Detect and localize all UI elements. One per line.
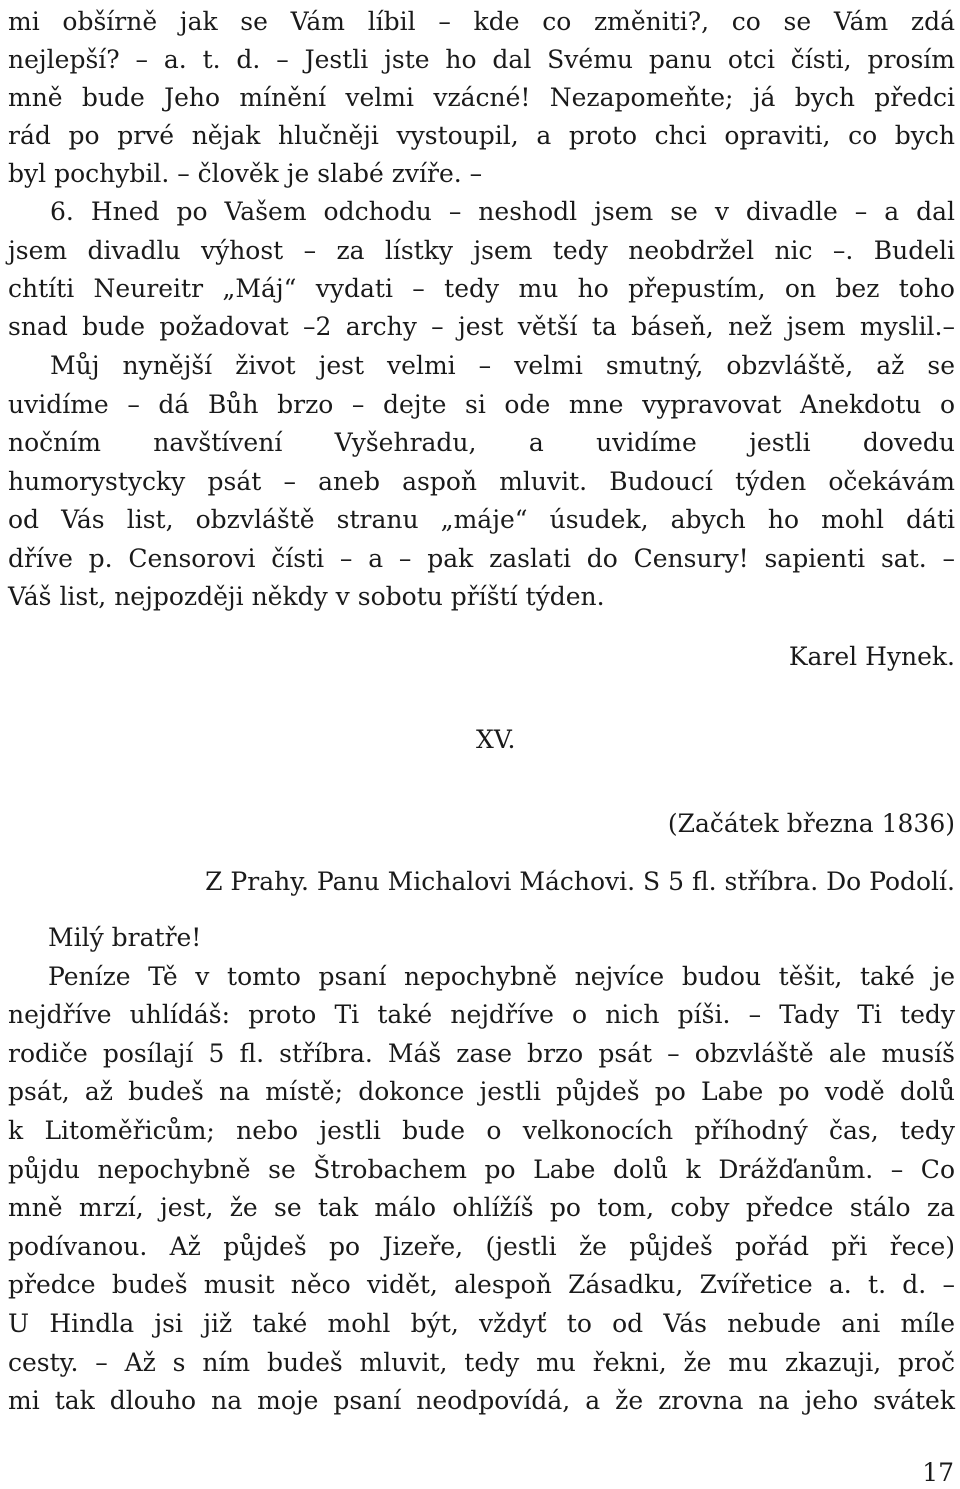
text-line: Peníze Tě v tomto psaní nepochybně nejvíce budou těšit, také je	[48, 962, 955, 991]
text-line: psát, až budeš na místě; dokonce jestli půjdeš po Labe po vodě dolů	[8, 1077, 955, 1106]
letter-number: XV.	[476, 725, 516, 754]
text-line: nejdříve uhlídáš: proto Ti také nejdříve o nich píši. – Tady Ti tedy	[8, 1000, 955, 1029]
text-line: nočním navštívení Vyšehradu, a uvidíme jestli dovedu	[8, 428, 955, 457]
text-line: chtíti Neureitr „Máj“ vydati – tedy mu ho přepustím, on bez toho	[8, 274, 955, 303]
text-line: Váš list, nejpozději někdy v sobotu příští týden.	[8, 582, 605, 611]
text-line: mi tak dlouho na moje psaní neodpovídá, a že zrovna na jeho svátek	[8, 1386, 955, 1415]
text-line: mně mrzí, jest, že se tak málo ohlížíš po tom, coby předce stálo za	[8, 1193, 955, 1222]
text-line: snad bude požadovat –2 archy – jest větší ta báseň, než jsem myslil.–	[8, 312, 955, 341]
text-line: rodiče posílají 5 fl. stříbra. Máš zase brzo psát – obzvláště ale musíš	[8, 1039, 955, 1068]
address-line: Z Prahy. Panu Michalovi Máchovi. S 5 fl. stříbra. Do Podolí.	[205, 867, 955, 896]
salutation: Milý bratře!	[48, 923, 202, 952]
text-line: předce budeš musit něco vidět, alespoň Zásadku, Zvířetice a. t. d. –	[8, 1270, 955, 1299]
text-line: dříve p. Censorovi čísti – a – pak zaslati do Censury! sapienti sat. –	[8, 544, 955, 573]
text-line: 6. Hned po Vašem odchodu – neshodl jsem se v divadle – a dal	[50, 197, 955, 226]
text-line: Můj nynější život jest velmi – velmi smutný, obzvláště, až se	[50, 351, 955, 380]
text-line: U Hindla jsi již také mohl být, vždyť to od Vás nebude ani míle	[8, 1309, 955, 1338]
text-line: jsem divadlu výhost – za lístky jsem tedy neobdržel nic –. Budeli	[8, 236, 955, 265]
text-line: od Vás list, obzvláště stranu „máje“ úsudek, abych ho mohl dáti	[8, 505, 955, 534]
date-line: (Začátek března 1836)	[667, 809, 955, 838]
text-line: rád po prvé nějak hlučněji vystoupil, a proto chci opraviti, co bych	[8, 121, 955, 150]
text-line: cesty. – Až s ním budeš mluvit, tedy mu řekni, že mu zkazuji, proč	[8, 1348, 955, 1377]
text-line: nejlepší? – a. t. d. – Jestli jste ho dal Svému panu otci čísti, prosím	[8, 45, 955, 74]
text-line: podívanou. Až půjdeš po Jizeře, (jestli že půjdeš pořád při řece)	[8, 1232, 955, 1261]
page-number: 17	[922, 1458, 954, 1487]
text-line: byl pochybil. – člověk je slabé zvíře. –	[8, 159, 483, 188]
text-line: půjdu nepochybně se Štrobachem po Labe dolů k Drážďanům. – Co	[8, 1155, 955, 1184]
text-line: uvidíme – dá Bůh brzo – dejte si ode mne vypravovat Anekdotu o	[8, 390, 955, 419]
text-line: k Litoměřicům; nebo jestli bude o velkonocích příhodný čas, tedy	[8, 1116, 955, 1145]
text-line: mi obšírně jak se Vám líbil – kde co změniti?, co se Vám zdá	[8, 7, 955, 36]
text-line: humorystycky psát – aneb aspoň mluvit. Budoucí týden očekávám	[8, 467, 955, 496]
signature: Karel Hynek.	[788, 642, 955, 671]
text-line: mně bude Jeho mínění velmi vzácné! Nezapomeňte; já bych předci	[8, 83, 955, 112]
